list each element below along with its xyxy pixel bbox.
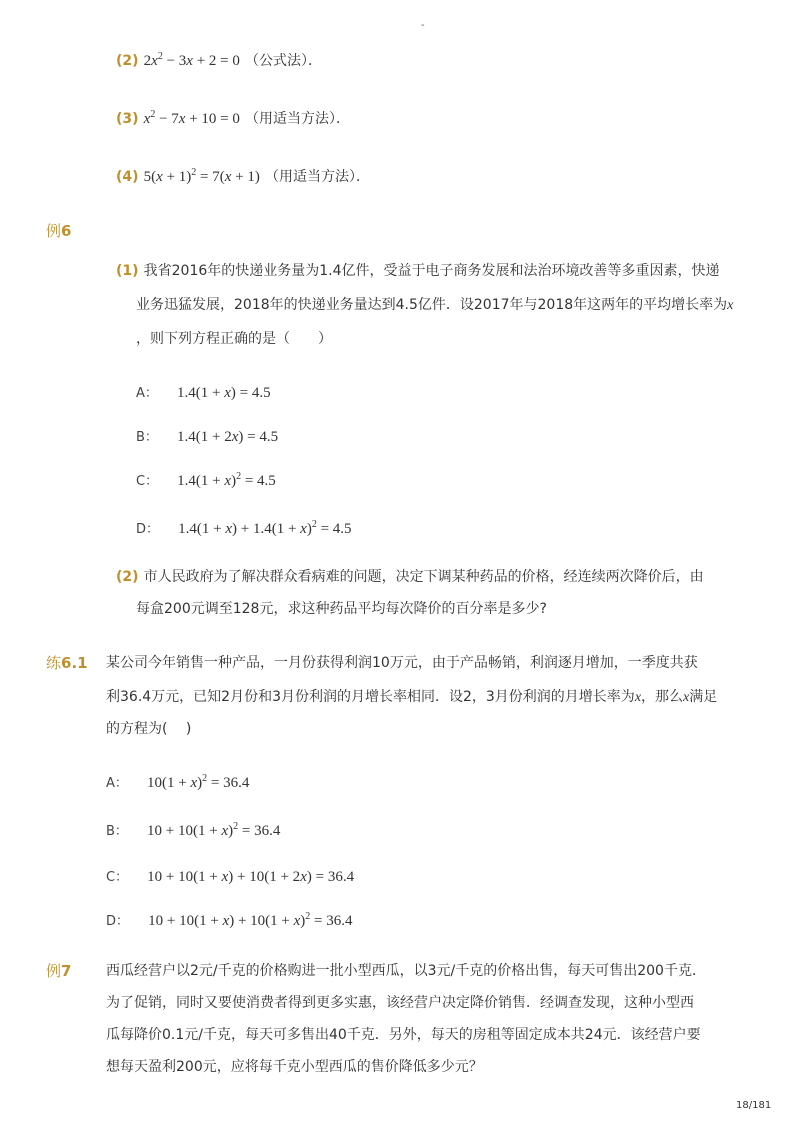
practice-line-2-text-b: ，那么 [641,689,684,705]
practice-line-2-text-a: 利36.4万元，已知2月份和3月份利润的月增长率相同．设2，3月份利润的月增长率为 [106,689,635,705]
question-line-2 [136,294,733,314]
example-number: 7 [61,962,72,980]
option-d [106,910,353,930]
example-prefix: 例 [46,222,62,240]
practice-line-3: 的方程为( ) [106,721,192,737]
equation: $x^2 - 7x + 10 = 0$ [143,109,240,127]
question-line-3: ，则下列方程正确的是（ ） [136,331,332,347]
top-mark: - [421,20,425,31]
option-a [136,382,271,402]
problem-number: (2) [116,53,139,69]
option-expression: $1.4(1 + x)^2 = 4.5$ [177,471,276,489]
question-line-1: 我省2016年的快递业务量为1.4亿件，受益于电子商务发展和法治环境改善等多重因素，快递 [143,263,720,279]
problem-number: (3) [116,111,139,127]
practice-line-2 [106,686,717,706]
example-number: 6 [61,222,72,240]
option-expression: $10 + 10(1 + x) + 10(1 + x)^2 = 36.4$ [148,911,353,929]
page-number: 18/181 [736,1100,772,1111]
question-number: (1) [116,263,139,279]
option-expression: 1.4(1 + x) = 4.5 [177,385,271,401]
example-7-line-1: 西瓜经营户以2元/千克的价格购进一批小型西瓜，以3元/千克的价格出售，每天可售出200千克． [106,963,706,979]
variable-x: x [634,690,642,705]
question-number: (2) [116,569,139,585]
question-line-2: 每盒200元调至128元，求这种药品平均每次降价的百分率是多少? [136,601,547,617]
practice-line-1: 某公司今年销售一种产品，一月份获得利润10万元，由于产品畅销，利润逐月增加，一季度共获 [106,655,698,671]
option-expression: 1.4(1 + 2x) = 4.5 [177,429,279,445]
option-b [106,820,280,840]
option-expression: $1.4(1 + x) + 1.4(1 + x)^2 = 4.5$ [178,519,352,537]
option-b [136,426,278,446]
equation: $2x^2 - 3x + 2 = 0$ [143,51,240,69]
example-prefix: 例 [46,962,62,980]
option-label: A： [106,776,128,791]
problem-number: (4) [116,169,139,185]
option-label: C： [136,474,159,489]
example-7-line-3: 瓜每降价0.1元/千克，每天可多售出40千克．另外，每天的房租等固定成本共24元．该经营户要 [106,1027,701,1043]
problem-2 [116,50,322,70]
option-label: A： [136,386,158,401]
method-note: （公式法）． [244,53,322,69]
option-label: C： [106,870,129,885]
option-c [106,866,354,886]
variable-x: x [683,690,690,705]
example-7-line-2: 为了促销，同时又要使消费者得到更多实惠，该经营户决定降价销售．经调查发现，这种小型西 [106,995,694,1011]
example-6-label [46,220,71,241]
option-label: B： [106,824,128,839]
method-note: （用适当方法）． [264,169,370,185]
option-expression: $10 + 10(1 + x)^2 = 36.4$ [147,821,281,839]
practice-number: 6.1 [61,654,88,672]
option-c [136,470,276,490]
variable-x: x [727,298,734,313]
question-line-1: 市人民政府为了解决群众看病难的问题，决定下调某种药品的价格，经连续两次降价后，由 [143,569,704,585]
example-7-label [46,960,71,981]
example-6-q2 [116,566,704,586]
method-note: （用适当方法）． [244,111,350,127]
practice-6-1-label [46,652,88,673]
option-d [136,518,352,538]
example-7-line-4: 想每天盈利200元，应将每千克小型西瓜的售价降低多少元？ [106,1059,483,1075]
equation: $5(x + 1)^2 = 7(x + 1)$ [143,167,260,185]
option-label: D： [136,522,160,537]
practice-line-2-text-c: 满足 [689,689,718,705]
option-expression: 10 + 10(1 + x) + 10(1 + 2x) = 36.4 [147,869,355,885]
problem-3 [116,108,350,128]
question-line-2-text: 业务迅猛发展，2018年的快递业务量达到4.5亿件．设2017年与2018年这两年的平均增长率为 [136,297,728,313]
option-expression: $10(1 + x)^2 = 36.4$ [147,773,250,791]
option-a [106,772,249,792]
example-6-q1 [116,260,720,280]
option-label: D： [106,914,130,929]
option-label: B： [136,430,158,445]
practice-prefix: 练 [46,654,62,672]
problem-4 [116,166,370,186]
